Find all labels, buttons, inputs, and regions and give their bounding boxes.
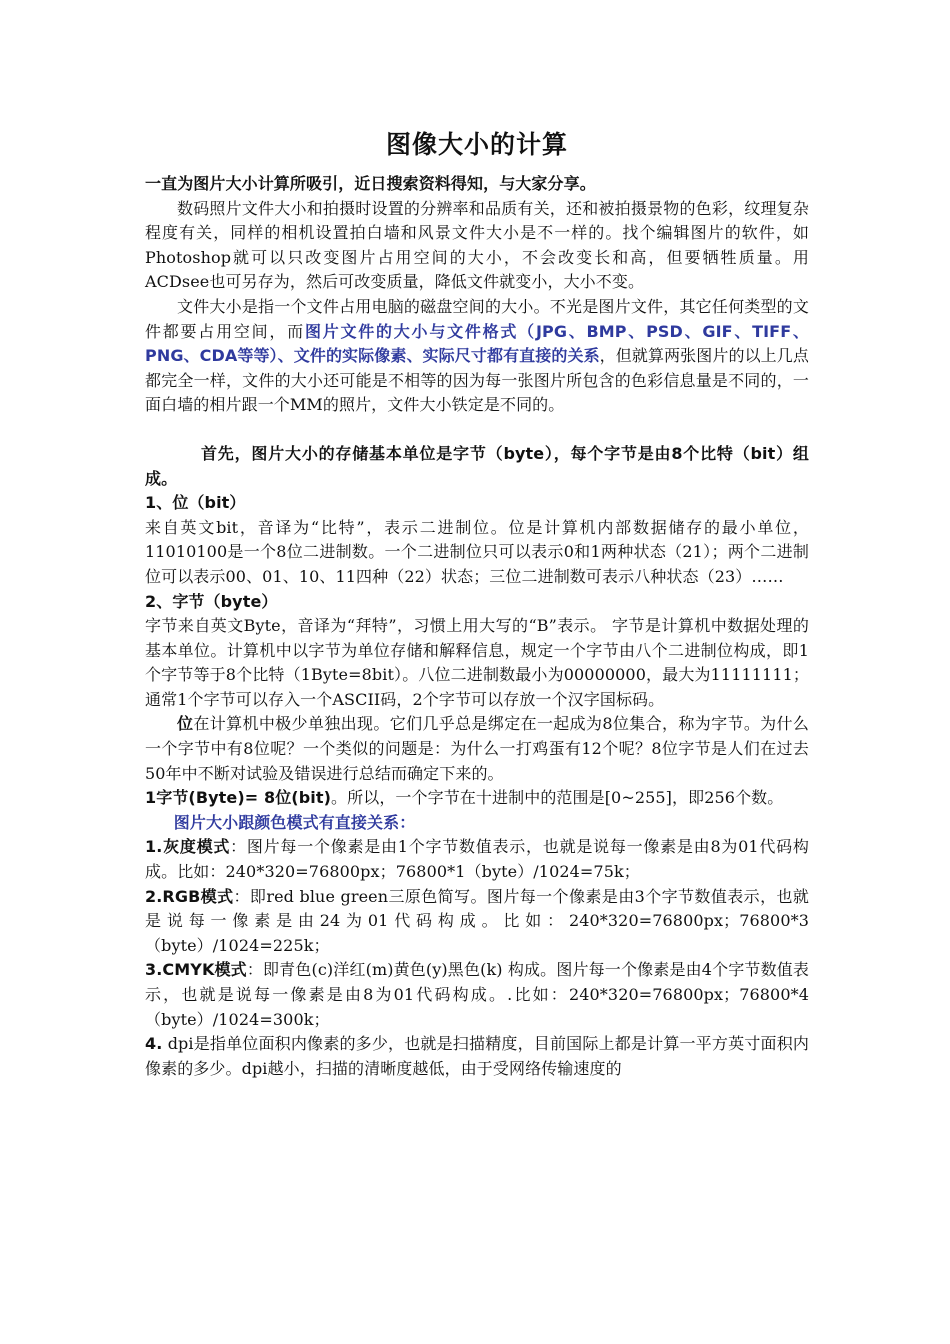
document-content — [145, 128, 809, 1081]
heading-bit: 1、位（bit） — [145, 493, 246, 513]
heading-byte: 2、字节（byte） — [145, 591, 278, 611]
paragraph-file-size — [145, 295, 809, 418]
gray-mode-text: ：图片每一个像素是由1个字节数值表示，也就是说每一像素是由8为01代码构成。比如：240*320=76800px；76800*1（byte）/1024=75k； — [145, 837, 810, 882]
intro-line: 一直为图片大小计算所吸引，近日搜索资料得知，与大家分享。 — [145, 174, 596, 193]
byte-equation: 1字节(Byte)= 8位(bit) — [145, 788, 332, 808]
gray-mode-label: 1.灰度模式 — [145, 837, 231, 857]
cmyk-mode-text: ：即青色(c)洋红(m)黄色(y)黑色(k) 构成。图片每一个像素是由4个字节数值表示，也就是说每一像素是由8为01代码构成。.比如：240*320=76800px；76800*4（byte）/1024=300k； — [145, 960, 809, 1029]
rgb-mode-label: 2.RGB模式 — [145, 886, 234, 906]
bit-usage-paragraph — [145, 712, 809, 786]
highlight-file-format-relation: 图片文件的大小与文件格式（JPG、BMP、PSD、GIF、TIFF、PNG、CDA等等）、文件的实际像素、实际尺寸都有直接的关系 — [145, 321, 809, 366]
bit-keyword: 位 — [177, 714, 194, 734]
paragraph-file-size-part1: 文件大小是指一个文件占用电脑的磁盘空间的大小。不光是图片文件，其它任何类型的文件都要占用空间，而 — [145, 296, 809, 341]
bit-usage-text: 在计算机中极少单独出现。它们几乎总是绑定在一起成为8位集合，称为字节。为什么一个字节中有8位呢？一个类似的问题是：为什么一打鸡蛋有12个呢？8位字节是人们在过去50年中不断对试验及错误进行总结而确定下来的。 — [145, 714, 810, 783]
dpi-text: dpi是指单位面积内像素的多少，也就是扫描精度，目前国际上都是计算一平方英寸面积内像素的多少。dpi越小，扫描的清晰度越低，由于受网络传输速度的 — [145, 1034, 809, 1078]
byte-equation-paragraph — [145, 786, 809, 811]
rgb-mode-text: ：即red blue green三原色简写。图片每一个像素是由3个字节数值表示，也就是说每一像素是由24为01代码构成。比如：240*320=76800px；76800*3（byte）/1024=225k； — [145, 886, 809, 955]
cmyk-mode-label: 3.CMYK模式 — [145, 960, 247, 980]
rgb-mode-paragraph — [145, 885, 809, 959]
storage-unit-paragraph: 首先，图片大小的存储基本单位是字节（byte），每个字节是由8个比特（bit）组成。 — [145, 443, 809, 488]
dpi-label: 4. — [145, 1034, 163, 1054]
byte-range-text: 。所以，一个字节在十进制中的范围是[0~255]，即256个数。 — [331, 788, 784, 808]
page-title: 图像大小的计算 — [385, 130, 568, 159]
color-mode-heading: 图片大小跟颜色模式有直接关系： — [173, 812, 416, 832]
dpi-paragraph — [145, 1032, 809, 1081]
byte-description: 字节来自英文Byte，音译为“拜特”，习惯上用大写的“B”表示。 字节是计算机中数据处理的基本单位。计算机中以字节为单位存储和解释信息，规定一个字节由八个二进制位构成，即1个字节等于8个比特（1Byte=8bit）。八位二进制数最小为00000000，最大为11111111；通常1个字节可以存入一个ASCII码，2个字节可以存放一个汉字国标码。 — [145, 616, 809, 709]
gray-mode-paragraph — [145, 835, 809, 884]
cmyk-mode-paragraph — [145, 958, 809, 1032]
paragraph-file-size-part2: ，但就算两张图片的以上几点都完全一样，文件的大小还可能是不相等的因为每一张图片所包含的色彩信息量是不同的，一面白墙的相片跟一个MM的照片，文件大小铁定是不同的。 — [145, 346, 809, 415]
bit-description: 来自英文bit，音译为“比特”，表示二进制位。位是计算机内部数据储存的最小单位，11010100是一个8位二进制数。一个二进制位只可以表示0和1两种状态（21）；两个二进制位可以表示00、01、10、11四种（22）状态；三位二进制数可表示八种状态（23）…… — [145, 517, 809, 586]
paragraph-camera-file-size: 数码照片文件大小和拍摄时设置的分辨率和品质有关，还和被拍摄景物的色彩，纹理复杂程度有关，同样的相机设置拍白墙和风景文件大小是不一样的。找个编辑图片的软件，如Photoshop就可以只改变图片占用空间的大小，不会改变长和高，但要牺牲质量。用ACDsee也可另存为，然后可改变质量，降低文件就变小，大小不变。 — [145, 198, 809, 292]
